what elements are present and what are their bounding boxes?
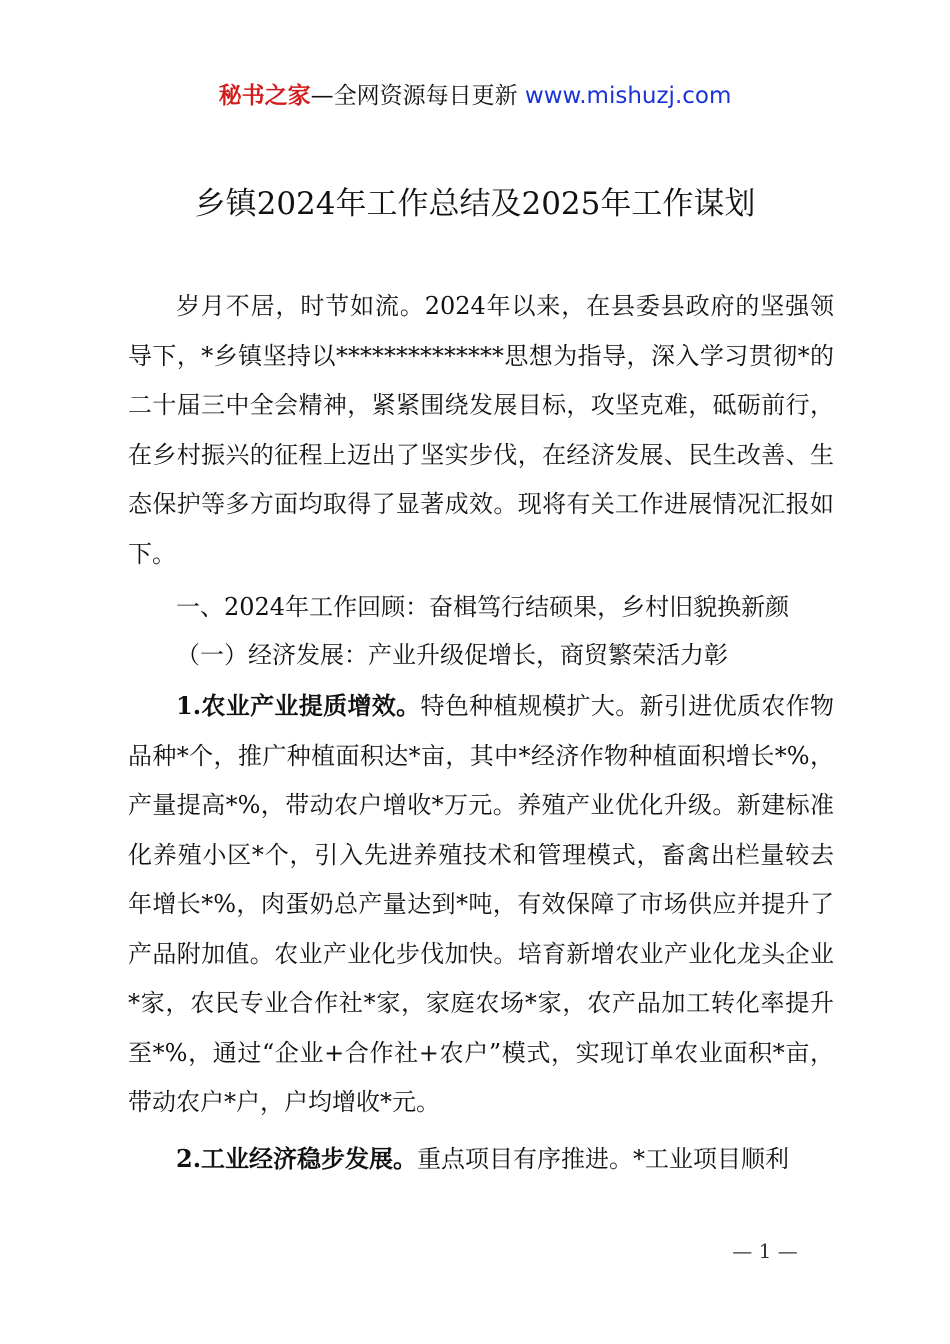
section-heading: 一、2024年工作回顾：奋楫笃行结硕果，乡村旧貌换新颜 xyxy=(176,593,790,621)
site-brand: 秘书之家 xyxy=(218,83,311,109)
site-slogan: —全网资源每日更新 xyxy=(310,83,518,109)
item-paragraph xyxy=(128,681,834,1128)
subsection-heading: （一）经济发展：产业升级促增长，商贸繁荣活力彰 xyxy=(176,641,728,669)
document-title: 乡镇2024年工作总结及2025年工作谋划 xyxy=(194,186,756,222)
page-number: — 1 — xyxy=(732,1239,798,1263)
document-body xyxy=(128,282,834,1184)
site-header xyxy=(0,80,950,112)
intro-paragraph: 岁月不居，时节如流。2024年以来，在县委县政府的坚强领导下，*乡镇坚持以**************思想为指导，深入学习贯彻*的二十届三中全会精神，紧紧围绕发展目标，攻坚克难，砥砺前行，在乡村振兴的征程上迈出了坚实步伐，在经济发展、民生改善、生态保护等多方面均取得了显著成效。现将有关工作进展情况汇报如下。 xyxy=(128,292,834,568)
item-text: 特色种植规模扩大。新引进优质农作物品种*个，推广种植面积达*亩，其中*经济作物种植面积增长*%，产量提高*%，带动农户增收*万元。养殖产业优化升级。新建标准化养殖小区*个，引入先进养殖技术和管理模式，畜禽出栏量较去年增长*%，肉蛋奶总产量达到*吨，有效保障了市场供应并提升了产品附加值。农业产业化步伐加快。培育新增农业产业化龙头企业*家，农民专业合作社*家，家庭农场*家，农产品加工转化率提升至*%，通过“企业+合作社+农户”模式，实现订单农业面积*亩，带动农户*户，户均增收*元。 xyxy=(128,692,834,1116)
site-url-link[interactable]: www.mishuzj.com xyxy=(524,83,732,109)
item-heading: 1.农业产业提质增效。 xyxy=(176,691,421,720)
item-text: 重点项目有序推进。*工业项目顺利 xyxy=(417,1144,790,1173)
item-paragraph xyxy=(128,1134,834,1185)
item-heading: 2.工业经济稳步发展。 xyxy=(176,1143,418,1173)
